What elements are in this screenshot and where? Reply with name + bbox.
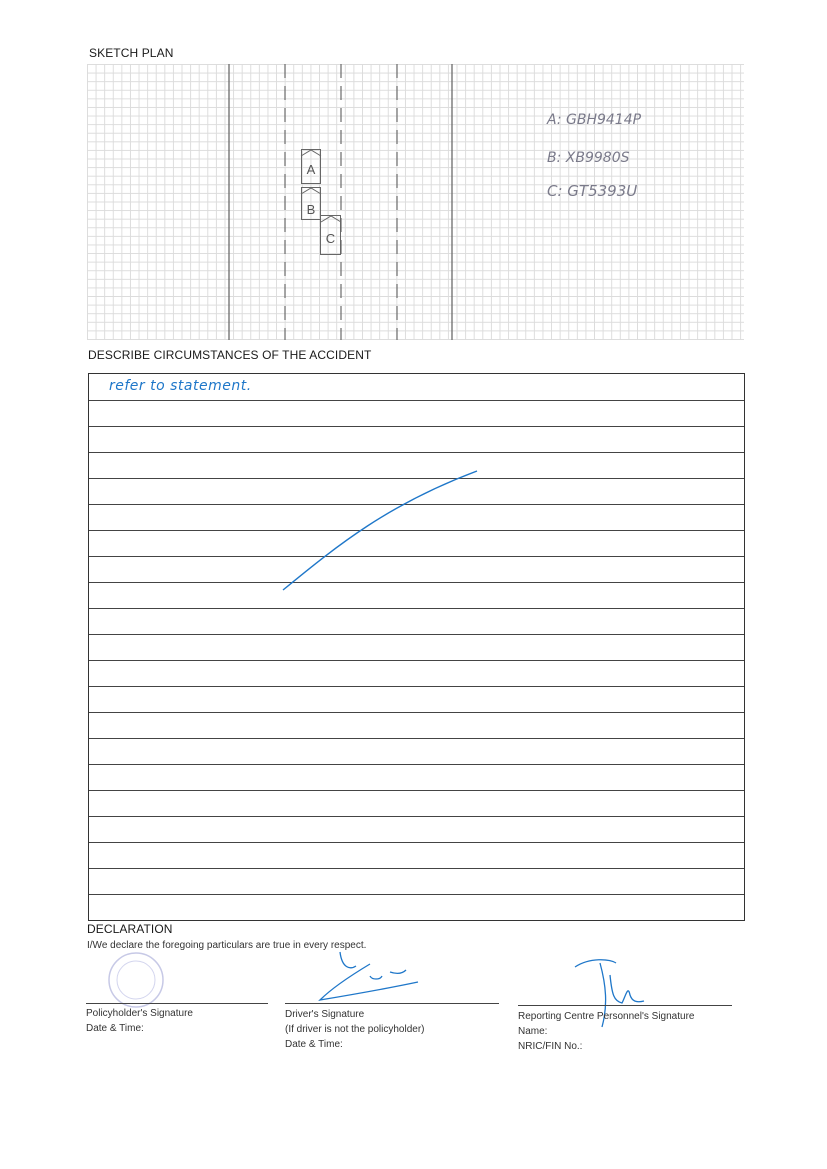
sketch-plan-heading: SKETCH PLAN — [89, 46, 174, 60]
declaration-statement: I/We declare the foregoing particulars are true in every respect. — [87, 940, 367, 951]
policyholder-date-label: Date & Time: — [86, 1023, 144, 1034]
policyholder-block — [86, 1006, 193, 1036]
vehicle-a: A — [301, 149, 321, 184]
sketch-grid — [87, 64, 744, 340]
reporting-nric-label: NRIC/FIN No.: — [518, 1041, 583, 1052]
declaration-heading: DECLARATION — [87, 922, 173, 936]
reporting-signature-label: Reporting Centre Personnel's Signature — [518, 1011, 695, 1022]
driver-note: (If driver is not the policyholder) — [285, 1024, 425, 1035]
strike-through-line — [89, 374, 746, 922]
reporting-block — [518, 1009, 694, 1054]
driver-signature — [310, 950, 430, 1005]
road-sketch — [87, 64, 744, 340]
reporting-signature-line — [518, 1005, 732, 1006]
company-stamp — [100, 950, 172, 1010]
policyholder-signature-line — [86, 1003, 268, 1004]
circumstances-lined-box — [88, 373, 745, 921]
legend-b: B: XB9980S — [547, 150, 630, 166]
legend-c: C: GT5393U — [547, 182, 638, 200]
driver-date-label: Date & Time: — [285, 1039, 343, 1050]
policyholder-signature-label: Policyholder's Signature — [86, 1008, 193, 1019]
circumstances-handwritten: refer to statement. — [109, 378, 252, 394]
driver-block — [285, 1007, 425, 1052]
legend-a: A: GBH9414P — [547, 112, 642, 128]
driver-signature-label: Driver's Signature — [285, 1009, 365, 1020]
vehicle-b: B — [301, 187, 321, 220]
reporting-name-label: Name: — [518, 1026, 548, 1037]
vehicle-c: C — [320, 215, 341, 255]
circumstances-heading: DESCRIBE CIRCUMSTANCES OF THE ACCIDENT — [88, 348, 372, 362]
driver-signature-line — [285, 1003, 499, 1004]
